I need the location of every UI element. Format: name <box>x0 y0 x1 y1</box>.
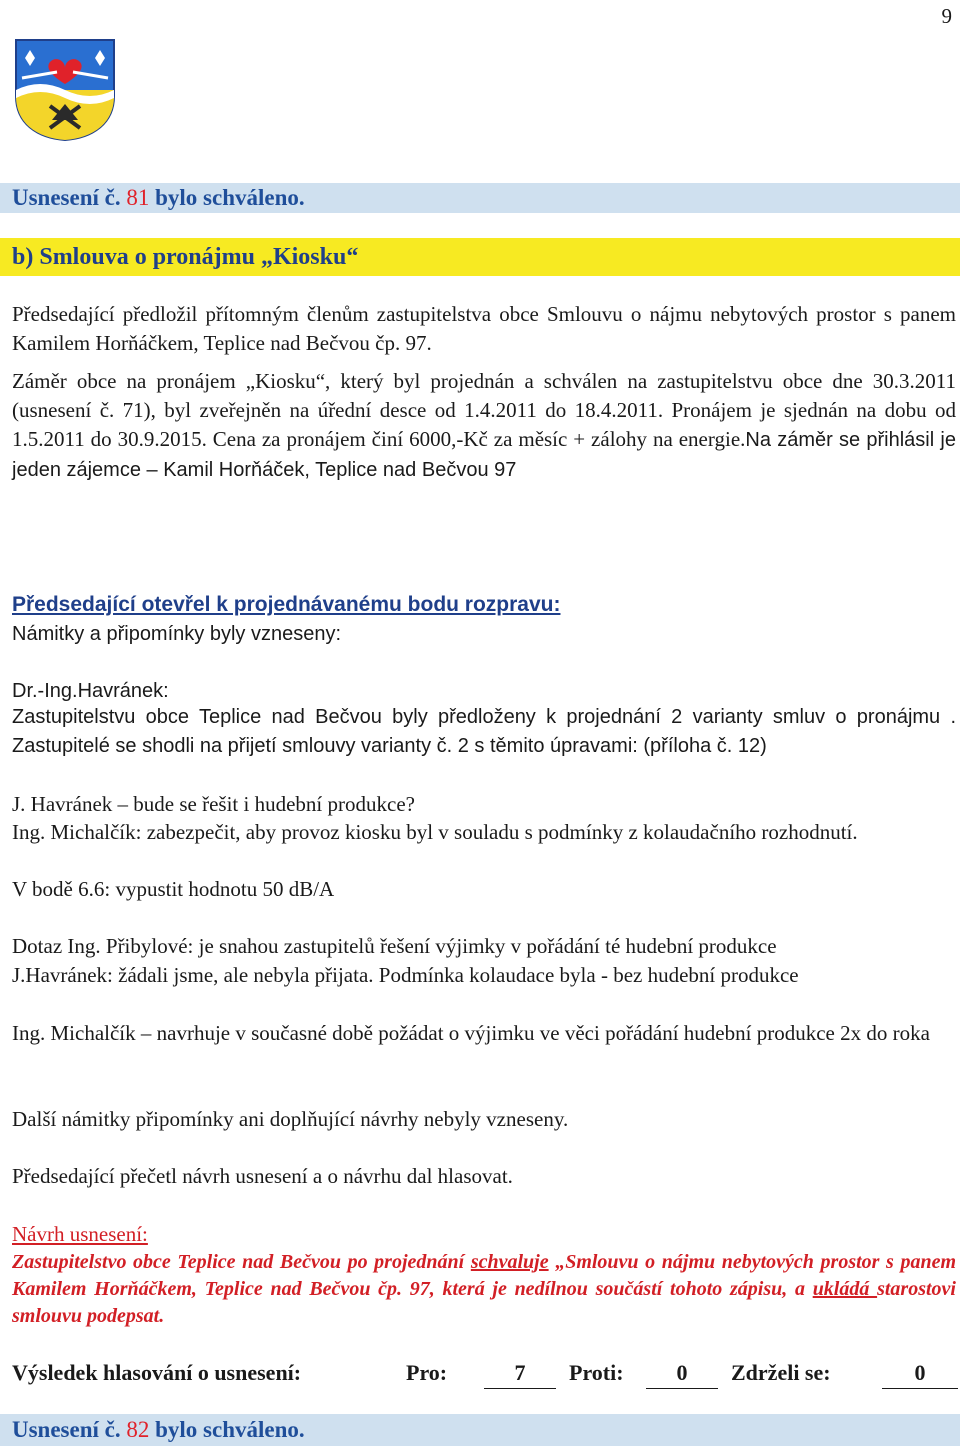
discussion-item: Dotaz Ing. Přibylové: je snahou zastupitelů řešení výjimky v pořádání té hudební produkce <box>12 934 777 958</box>
resolution-band-top <box>0 183 960 213</box>
page-number: 9 <box>941 4 952 28</box>
intro-paragraph: Předsedající předložil přítomným členům zastupitelstva obce Smlouvu o nájmu nebytových prostor s panem Kamilem Horňáčkem, Teplice nad Bečvou čp. 97. <box>12 302 956 355</box>
discussion-speaker: Dr.-Ing.Havránek: <box>12 680 169 702</box>
chair-read-line: Předsedající přečetl návrh usnesení a o návrhu dal hlasovat. <box>12 1164 513 1188</box>
proposal-approves: schvaluje <box>470 1251 549 1273</box>
section-heading: b) Smlouva o pronájmu „Kiosku“ <box>12 244 359 270</box>
vote-label: Výsledek hlasování o usnesení: <box>12 1360 302 1385</box>
discussion-item: Ing. Michalčík: zabezpečit, aby provoz kiosku byl v souladu s podmínky z kolaudačního rozhodnutí. <box>12 820 858 844</box>
resolution-suffix: bylo schváleno. <box>155 185 305 210</box>
proposal-part3: starostovi smlouvu podepsat. <box>12 1278 956 1327</box>
vote-abstain-label: Zdrželi se: <box>731 1360 831 1385</box>
intent-text: Záměr obce na pronájem „Kiosku“, který byl projednán a schválen na zastupitelstvu obce dne 30.3.2011 (usnesení č. 71), byl zveřejněn na úřední desce od 1.4.2011 do 18.4.2011. Pronájem je sjednán na dobu od 1.5.2011 do 30.9.2015. Cena za pronájem činí 6000,-Kč za měsíc + zálohy na energie. <box>12 369 956 451</box>
resolution-number: 82 <box>126 1417 150 1442</box>
resolution-band-bottom <box>0 1414 960 1446</box>
vote-for-label: Pro: <box>406 1360 448 1385</box>
discussion-heading: Předsedající otevřel k projednávanému bodu rozpravu: <box>12 593 561 616</box>
coat-of-arms-icon <box>12 38 118 142</box>
vote-against-value: 0 <box>646 1358 718 1389</box>
vote-against-label: Proti: <box>569 1360 624 1385</box>
intent-text-applicant: Na záměr se přihlásil je jeden zájemce – Kamil Horňáček, Teplice nad Bečvou 97 <box>12 429 956 481</box>
discussion-item: Ing. Michalčík – navrhuje v současné době požádat o výjimku ve věci pořádání hudební produkce 2x do roka <box>12 1021 930 1045</box>
no-more-objections: Další námitky připomínky ani doplňující návrhy nebyly vzneseny. <box>12 1107 569 1131</box>
vote-result <box>12 1358 958 1388</box>
vote-abstain-value: 0 <box>882 1358 958 1389</box>
proposal-text <box>12 1249 956 1330</box>
discussion-item: Zastupitelstvu obce Teplice nad Bečvou byly předloženy k projednání 2 varianty smluv o pronájmu . Zastupitelé se shodli na přijetí smlouvy varianty č. 2 s těmito úpravami: (příloha č. 12) <box>12 706 956 757</box>
discussion-item: J. Havránek – bude se řešit i hudební produkce? <box>12 792 415 816</box>
discussion-item: J.Havránek: žádali jsme, ale nebyla přijata. Podmínka kolaudace byla - bez hudební produkce <box>12 963 799 987</box>
intent-paragraph <box>12 367 956 485</box>
resolution-prefix: Usnesení č. <box>12 185 121 210</box>
proposal-orders: ukládá <box>812 1278 878 1300</box>
proposal-title: Návrh usnesení: <box>12 1222 148 1246</box>
resolution-number: 81 <box>126 185 150 210</box>
resolution-prefix: Usnesení č. <box>12 1417 121 1442</box>
discussion-item: V bodě 6.6: vypustit hodnotu 50 dB/A <box>12 877 335 901</box>
vote-for-value: 7 <box>484 1358 556 1389</box>
objections-line: Námitky a připomínky byly vzneseny: <box>12 623 342 645</box>
resolution-suffix: bylo schváleno. <box>155 1417 305 1442</box>
proposal-part1: Zastupitelstvo obce Teplice nad Bečvou po projednání <box>12 1251 471 1273</box>
proposal-part2: „Smlouvu o nájmu nebytových prostor s panem Kamilem Horňáčkem, Teplice nad Bečvou čp. 97, která je nedílnou součástí tohoto zápisu, a <box>12 1251 956 1300</box>
